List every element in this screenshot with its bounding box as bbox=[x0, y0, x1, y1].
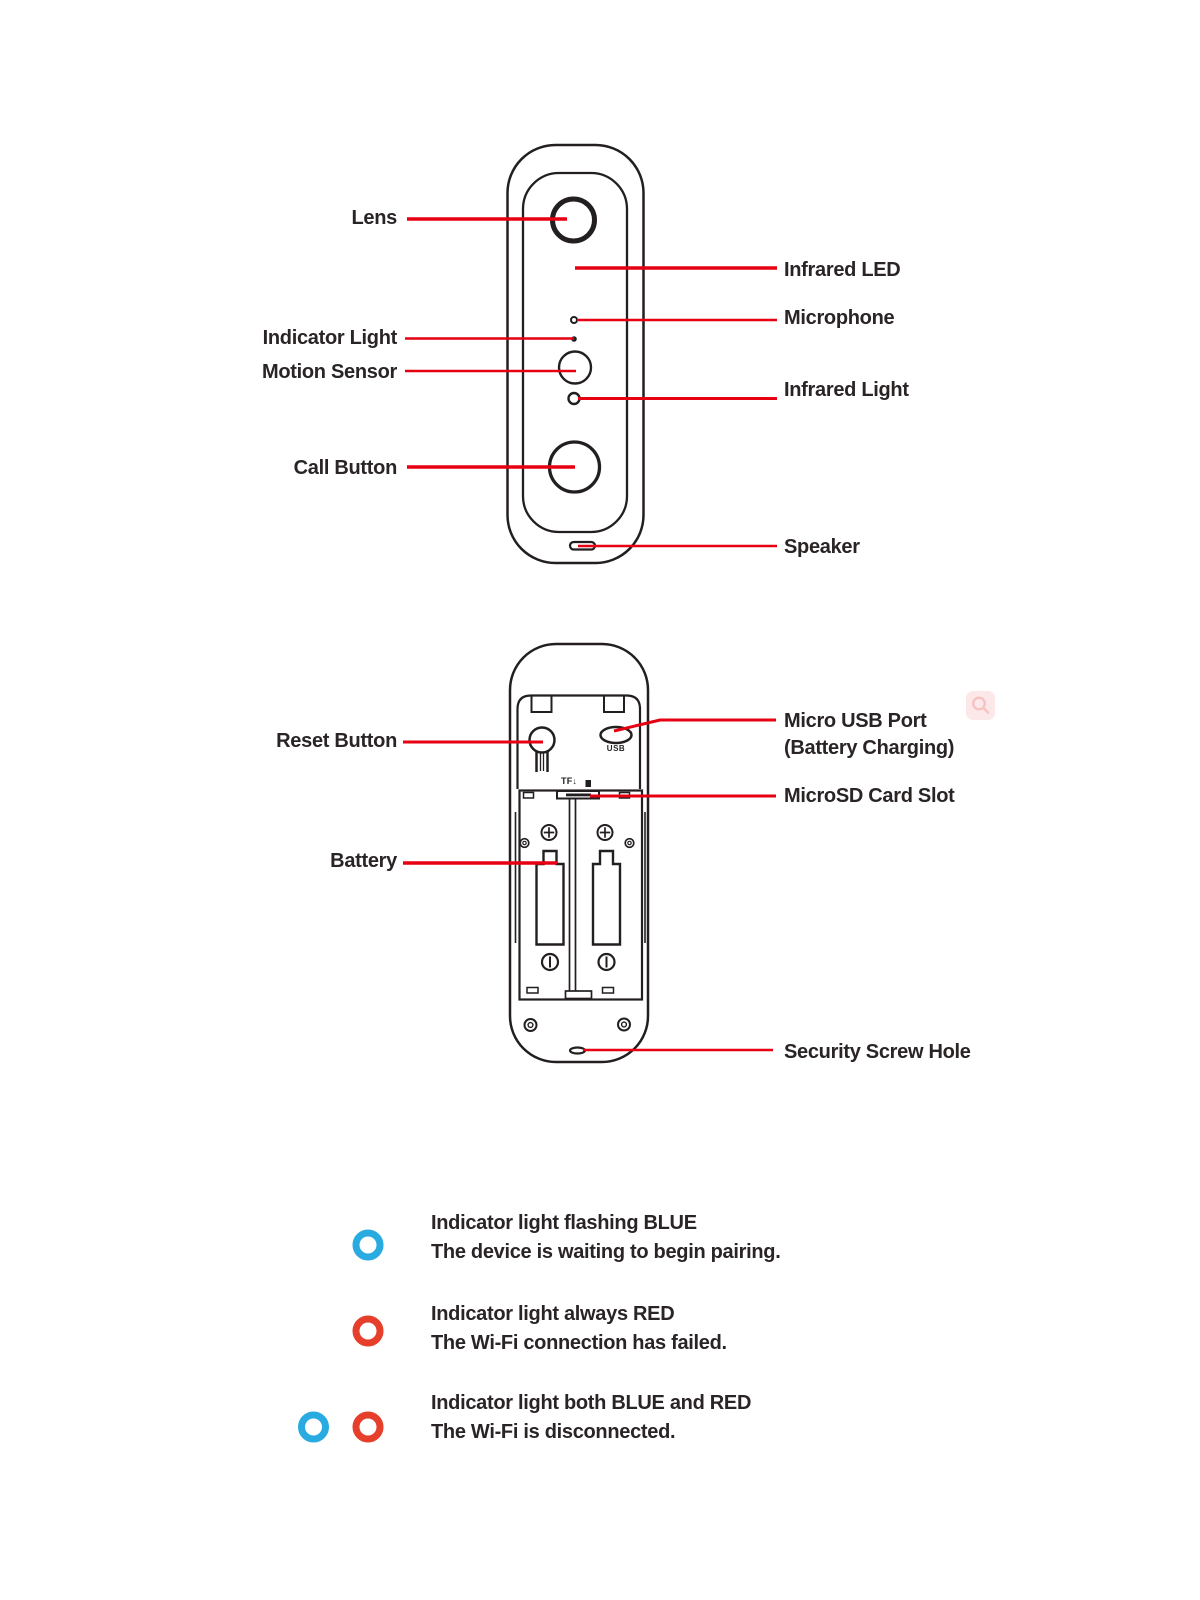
legend-red-ring-row3 bbox=[356, 1415, 380, 1439]
zoom-watermark-button[interactable] bbox=[966, 691, 995, 720]
legend-blue-ring-row3 bbox=[302, 1415, 326, 1439]
back-device-drawing bbox=[510, 644, 648, 1062]
label-lens: Lens bbox=[351, 207, 397, 229]
screw-small-left-inner bbox=[523, 841, 526, 844]
micro-usb-leader-line bbox=[614, 720, 776, 731]
screw-small-right-inner bbox=[628, 841, 631, 844]
label-micro-usb-port: Micro USB Port bbox=[784, 710, 927, 732]
legend-red-ring-row2 bbox=[356, 1319, 380, 1343]
legend-row2-title: Indicator light always RED bbox=[431, 1303, 675, 1325]
legend-rings bbox=[302, 1233, 381, 1439]
bottom-notch-left bbox=[527, 988, 538, 994]
microphone-hole bbox=[571, 317, 577, 323]
legend-row3-title: Indicator light both BLUE and RED bbox=[431, 1392, 752, 1414]
screw-small-right bbox=[625, 839, 634, 848]
label-indicator-light: Indicator Light bbox=[262, 327, 397, 349]
bottom-screw-left bbox=[525, 1019, 537, 1031]
label-call-button: Call Button bbox=[293, 457, 397, 479]
top-notch-left bbox=[524, 793, 534, 799]
label-speaker: Speaker bbox=[784, 536, 860, 558]
plus-terminal-left-cross bbox=[544, 827, 554, 837]
front-body-outline bbox=[508, 145, 644, 563]
microsd-slot-opening bbox=[566, 794, 591, 797]
bottom-screw-right bbox=[618, 1019, 630, 1031]
screw-small-left bbox=[520, 839, 529, 848]
tf-card-glyph bbox=[586, 780, 592, 787]
mount-tab-right bbox=[604, 696, 624, 713]
bottom-connector-block bbox=[566, 991, 592, 999]
bottom-notch-right bbox=[603, 988, 614, 994]
bottom-screw-right-inner bbox=[622, 1022, 627, 1027]
label-microphone: Microphone bbox=[784, 307, 895, 329]
bottom-screw-left-inner bbox=[528, 1023, 533, 1028]
magnifier-icon bbox=[966, 691, 995, 720]
battery-slot-right bbox=[593, 851, 620, 945]
infrared-light-circle bbox=[569, 393, 580, 404]
tf-marking: TF↓ bbox=[561, 776, 578, 786]
label-microsd-card-slot: MicroSD Card Slot bbox=[784, 785, 955, 807]
security-screw-hole-shape bbox=[570, 1048, 585, 1054]
label-motion-sensor: Motion Sensor bbox=[262, 361, 397, 383]
legend-blue-ring-row1 bbox=[356, 1233, 380, 1257]
label-battery: Battery bbox=[330, 850, 397, 872]
legend-row1-title: Indicator light flashing BLUE bbox=[431, 1212, 697, 1234]
motion-sensor-circle bbox=[559, 352, 591, 384]
label-security-screw-hole: Security Screw Hole bbox=[784, 1041, 971, 1063]
label-reset-button: Reset Button bbox=[276, 730, 397, 752]
label-infrared-led: Infrared LED bbox=[784, 259, 901, 281]
front-device-drawing bbox=[508, 145, 644, 563]
front-leader-lines bbox=[405, 219, 777, 546]
legend-row2-desc: The Wi-Fi connection has failed. bbox=[431, 1332, 727, 1354]
label-battery-charging: (Battery Charging) bbox=[784, 737, 955, 759]
label-infrared-light: Infrared Light bbox=[784, 379, 909, 401]
legend-row3-desc: The Wi-Fi is disconnected. bbox=[431, 1421, 676, 1443]
plus-terminal-right-cross bbox=[600, 827, 610, 837]
mount-tab-left bbox=[532, 696, 552, 713]
battery-compartment bbox=[520, 791, 643, 1000]
battery-slot-left bbox=[537, 851, 564, 945]
reset-button-circle bbox=[530, 728, 555, 753]
usb-marking: USB bbox=[606, 744, 626, 753]
legend-row1-desc: The device is waiting to begin pairing. bbox=[431, 1241, 781, 1263]
